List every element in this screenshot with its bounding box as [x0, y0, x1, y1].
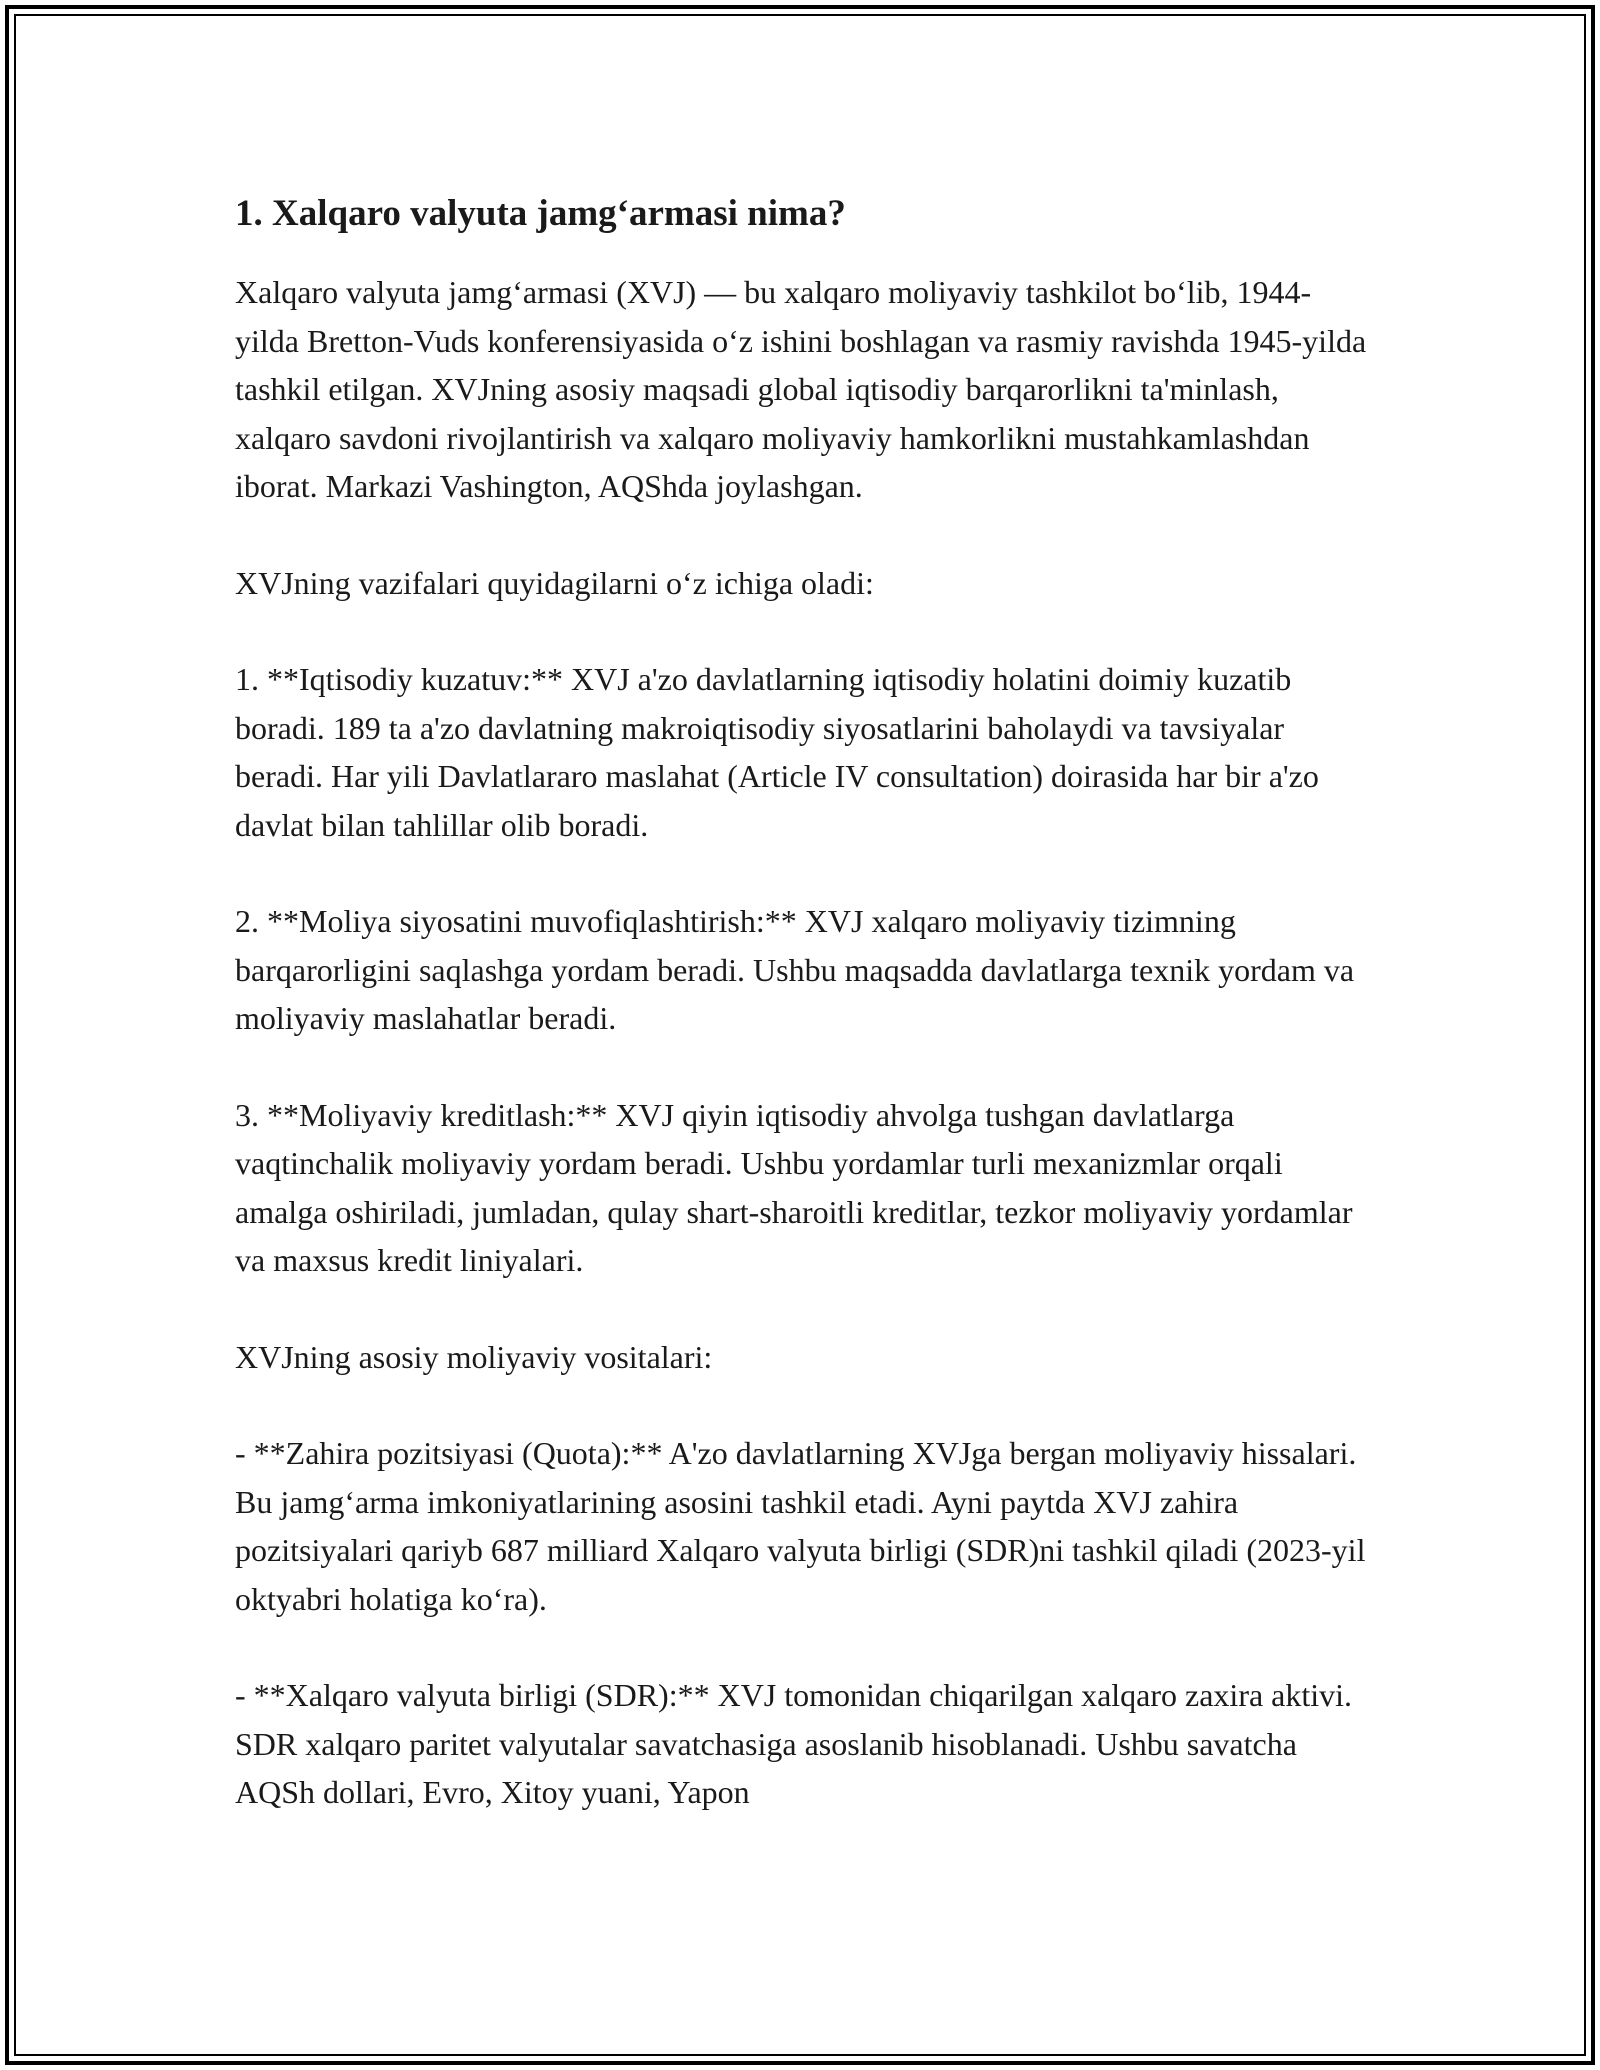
paragraph-financial-lending: 3. **Moliyaviy kreditlash:** XVJ qiyin iqtisodiy ahvolga tushgan davlatlarga vaqtinchalik moliyaviy yordam beradi. Ushbu yordamlar turli mexanizmlar orqali amalga oshiriladi, jumladan, qulay shart-sharoitli kreditlar, tezkor moliyaviy yordamlar va maxsus kredit liniyalari.	[235, 1096, 1353, 1278]
document-page	[235, 186, 1370, 1817]
paragraph-quota: - **Zahira pozitsiyasi (Quota):** A'zo davlatlarning XVJga bergan moliyaviy hissalari. Bu jamg‘arma imkoniyatlarining asosini tashkil etadi. Ayni paytda XVJ zahira pozitsiyalari qariyb 687 milliard Xalqaro valyuta birligi (SDR)ni tashkil qiladi (2023-yil oktyabri holatiga ko‘ra).	[235, 1435, 1366, 1617]
paragraph-economic-surveillance: 1. **Iqtisodiy kuzatuv:** XVJ a'zo davlatlarning iqtisodiy holatini doimiy kuzatib boradi. 189 ta a'zo davlatning makroiqtisodiy siyosatlarini baholaydi va tavsiyalar beradi. Har yili Davlatlararo maslahat (Article IV consultation) doirasida har bir a'zo davlat bilan tahlillar olib boradi.	[235, 661, 1319, 843]
paragraph-sdr: - **Xalqaro valyuta birligi (SDR):** XVJ tomonidan chiqarilgan xalqaro zaxira aktivi. SDR xalqaro paritet valyutalar savatchasiga asoslanib hisoblanadi. Ushbu savatcha AQSh dollari, Evro, Xitoy yuani, Yapon	[235, 1677, 1353, 1810]
paragraph-policy-coordination: 2. **Moliya siyosatini muvofiqlashtirish:** XVJ xalqaro moliyaviy tizimning barqarorligini saqlashga yordam beradi. Ushbu maqsadda davlatlarga texnik yordam va moliyaviy maslahatlar beradi.	[235, 903, 1355, 1036]
paragraph-instruments-heading: XVJning asosiy moliyaviy vositalari:	[235, 1338, 713, 1375]
paragraph-intro: Xalqaro valyuta jamg‘armasi (XVJ) — bu xalqaro moliyaviy tashkilot bo‘lib, 1944-yilda Bretton-Vuds konferensiyasida o‘z ishini boshlagan va rasmiy ravishda 1945-yilda tashkil etilgan. XVJning asosiy maqsadi global iqtisodiy barqarorlikni ta'minlash, xalqaro savdoni rivojlantirish va xalqaro moliyaviy hamkorlikni mustahkamlashdan iborat. Markazi Vashington, AQShda joylashgan.	[235, 274, 1367, 504]
document-title: 1. Xalqaro valyuta jamg‘armasi nima?	[235, 193, 846, 234]
paragraph-functions-heading: XVJning vazifalari quyidagilarni o‘z ichiga oladi:	[235, 564, 874, 601]
